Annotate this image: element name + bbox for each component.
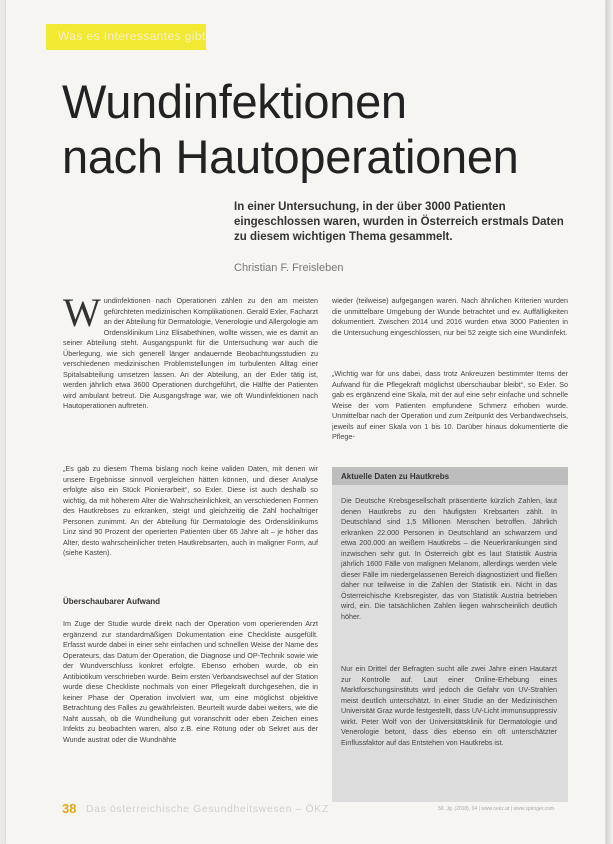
column-1-method-paragraph: Im Zuge der Studie wurde direkt nach der Operation vom operierenden Arzt ergänzend zur standardmäßigen Dokumentation eine Checkliste ausgefüllt. Erfasst wurde dabei in einer sehr einfachen und schnellen Weise der Name des Operateurs, das Datum der Operation, die Diagnose und OP-Technik sowie wie der Wundverschluss konkret erfolgte. Ebenso erhoben wurde, ob ein Antibiotikum verschrieben wurde. Beim ersten Verbandswechsel auf der Station wurde diese Checkliste nochmals von einer Pflegekraft durchgesehen, die in keiner Phase der Operation involviert war, um eine möglichst objektive Betrachtung des Falles zu gewährleisten. Beurteilt wurde dabei weiters, wie die Naht aussah, ob die Wundheilung gut voranschritt oder eben Zeichen eines Infekts zu beobachten waren, also z.B. eine Rötung oder ob Sekret aus der Wunde austrat oder die Wundnähte — [63, 619, 318, 744]
info-box-title: Aktuelle Daten zu Hautkrebs — [341, 472, 450, 481]
column-2-paragraph-1: wieder (teilweise) aufgegangen waren. Nach ähnlichen Kriterien wurden die unmittelbare Umgebung der Wunde betrachtet und ev. Auffälligkeiten dokumentiert. Zwischen 2014 und 2016 wurden etwa 3000 Patienten in die Untersuchung eingeschlossen, nur bei 52 zeigte sich eine Wundinfekt. — [332, 296, 568, 337]
title-line-1: Wundinfektionen — [62, 75, 407, 128]
info-box — [332, 467, 568, 802]
info-box-header — [332, 467, 568, 485]
page-edge — [606, 0, 613, 844]
column-1-quote-paragraph: „Es gab zu diesem Thema bislang noch keine validen Daten, mit denen wir unsere Ergebnisse sinnvoll vergleichen hätten können, und dieser Analyse erfolgte also ein Stück Pionierarbeit“, so Exler. Diese ist auch deshalb so wichtig, da mit höherem Alter die Wahrscheinlichkeit, an verschiedenen Formen des Hautkrebses zu erkranken, steigt und gleichzeitig die Zahl hochaltriger Personen zunimmt. An der Abteilung für Dermatologie des Ordensklinikums Linz sind 90 Prozent der operierten Patienten über 65 Jahre alt – je höher das Alter, desto wahrscheinlicher treten Hautkrebsarten, auch in maligner Form, auf (siehe Kasten). — [63, 464, 318, 557]
magazine-title: Das österreichische Gesundheitswesen – ÖKZ — [86, 803, 329, 815]
intro-paragraph: undinfektionen nach Operationen zählen zu den am meisten gefürchteten medizinischen Komplikationen. Gerald Exler, Facharzt an der Abteilung für Dermatologie, Venerologie und Allergologie am Ordensklinikum Linz Elisabethinen, wollte wissen, wie es damit an seiner Abteilung steht. Ausgangspunkt für die Untersuchung war auch die Überlegung, wie sich generell länger andauernde Beobachtungsstudien zu verschiedenen medizinischen Problemstellungen im turbulenten Alltag einer Spitalsabteilung umsetzen lassen. An der Abteilung, an der Exler tätig ist, werden jährlich etwa 3600 Operationen durchgeführt, die Hälfte der Patienten wird ambulant betreut. Die Ausgangsfrage war, wie oft Wundinfektionen nach Hautoperationen auftreten. — [63, 296, 318, 410]
article-author: Christian F. Freisleben — [234, 262, 344, 274]
section-tag: Was es Interessantes gibt — [58, 29, 206, 43]
info-box-paragraph-2: Nur ein Drittel der Befragten sucht alle zwei Jahre einen Hautarzt zur Kontrolle auf. Laut einer Online-Erhebung eines Marktforschungsinstituts wird jedoch die Gefahr von UV-Strahlen meist deutlich unterschätzt. In einer Studie an der Medizinischen Universität Graz wurde festgestellt, dass UV-Licht immunsuppressiv wirkt. Peter Wolf von der Universitätsklinik für Dermatologie und Venerologie betont, dass dies ebenso ein oft unterschätzter Einflussfaktor auf das Entstehen von Hautkrebs ist. — [341, 664, 557, 747]
column-2-paragraph-2: „Wichtig war für uns dabei, dass trotz Ankreuzen bestimmter Items der Aufwand für die Pflegekraft möglichst überschaubar bleibt“, so Exler. So gab es ergänzend eine Skala, mit der auf eine sehr einfache und schnelle Weise der vom Patienten empfundene Schmerz erhoben wurde. Unmittelbar nach der Operation und zum Zeitpunkt des Verbandwechsels, jeweils auf einer Skala von 1 bis 10. Darüber hinaus dokumentierte die Pflege- — [332, 369, 568, 441]
title-line-2: nach Hautoperationen — [62, 130, 519, 183]
info-box-paragraph-1: Die Deutsche Krebsgesellschaft präsentierte kürzlich Zahlen, laut denen Hautkrebs zu den häufigsten Krebsarten zählt. In Deutschland sind 1,5 Millionen Menschen betroffen. Jährlich erkranken 22.000 Personen in Deutschland an schwarzem und etwa 200.000 an weißem Hautkrebs – die Neuerkrankungen sind inzwischen sehr gut. In Österreich gibt es laut Statistik Austria jährlich 1600 Fälle von malignen Melanom, allerdings werden viele dieser Fälle im niedergelassenen Bereich diagnostiziert und fließen daher nur teilweise in die Zahlen der Statistik ein. Nicht in das Österreichische Krebsregister, das von Statistik Austria betrieben wird, ein. Die tatsächlichen Zahlen liegen wahrscheinlich deutlich höher. — [341, 496, 557, 621]
dropcap: W — [63, 296, 101, 335]
article-title — [62, 74, 582, 184]
article-lead: In einer Untersuchung, in der über 3000 Patienten eingeschlossen waren, wurden in Österreich erstmals Daten zu diesem wichtigen Thema gesammelt. — [234, 201, 564, 243]
column-1-intro — [63, 296, 318, 456]
issue-info: 59. Jg. (2018), 04 | www.oekz.at | www.springer.com — [438, 806, 554, 812]
page-number: 38 — [62, 801, 77, 816]
section-subheading: Überschaubarer Aufwand — [63, 597, 161, 606]
